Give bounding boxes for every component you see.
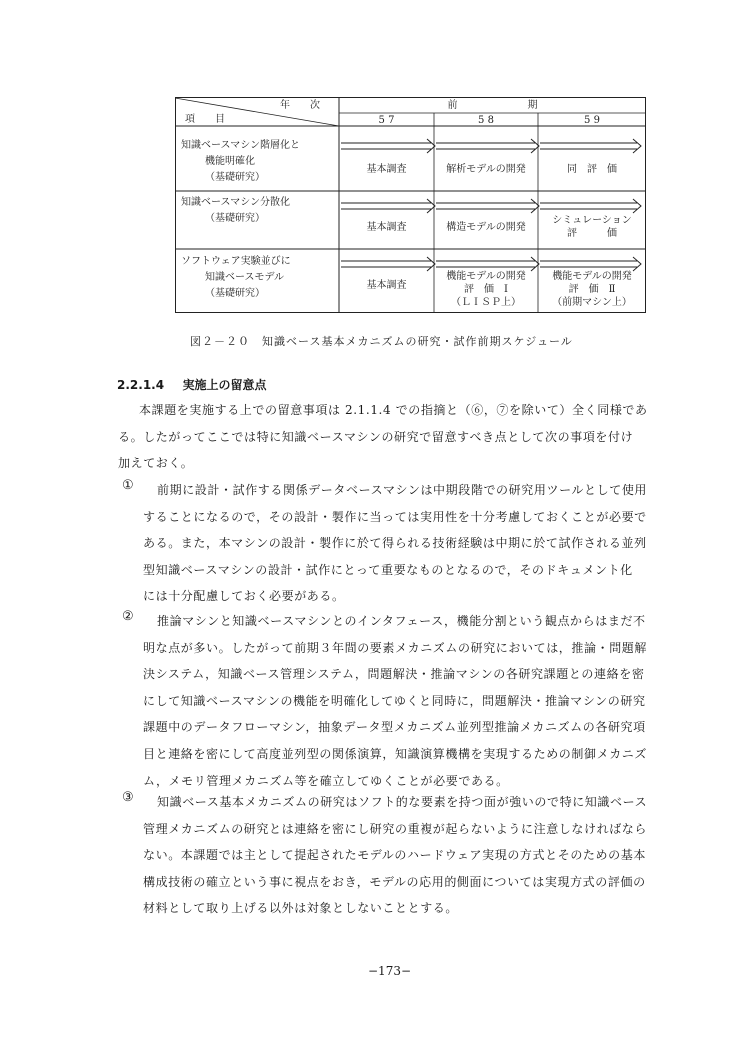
row3-item-line3: （基礎研究）: [205, 288, 265, 299]
row1-phase2: 解析モデルの開発: [446, 164, 526, 175]
page-number: −173−: [368, 964, 412, 978]
row1-phase3: 同 評 価: [567, 164, 617, 175]
item3-mark: ③: [122, 790, 134, 805]
item3-first-line: [157, 789, 647, 816]
row2-item-line2: （基礎研究）: [205, 213, 265, 224]
item2-line-1: 推論マシンと知識ベースマシンとのインタフェース，機能分割という観点からはまだ不: [157, 614, 646, 628]
row1-item-line3: （基礎研究）: [205, 172, 265, 183]
row2-phase1: 基本調査: [366, 222, 407, 233]
item2-mark: ②: [122, 609, 134, 624]
header-year-58: 5 8: [478, 115, 494, 126]
header-year-57: 5 7: [378, 115, 395, 126]
item3-line-3: ない。本課題では主として提起されたモデルのハードウェア実現の方式とそのための基本: [143, 848, 646, 863]
row3-item-line2: 知識ベースモデル: [205, 272, 284, 283]
row1-item-line1: 知識ベースマシン階層化と: [181, 140, 301, 151]
row3-phase3: 機能モデルの開発 評 価 Ⅱ （前期マシン上）: [552, 271, 632, 308]
item1-first-line: [157, 477, 647, 504]
section-heading: [117, 376, 266, 393]
item1-paragraph: [143, 504, 647, 610]
item3-line-1: 知識ベース基本メカニズムの研究はソフト的な要素を持つ面が強いので特に知識ベース: [157, 795, 648, 809]
intro-paragraph-cont: [118, 424, 633, 477]
row1-phase1: 基本調査: [366, 164, 407, 175]
row3-phase1: 基本調査: [366, 280, 407, 291]
header-period-label: 前 期: [447, 100, 538, 111]
item2-paragraph: [143, 635, 647, 795]
row2-item-line1: 知識ベースマシン分散化: [181, 197, 291, 208]
item2-line-5: 課題中のデータフローマシン，抽象データ型メカニズム並列型推論メカニズムの各研究項: [143, 720, 646, 735]
section-number: 2.2.1.4: [117, 378, 165, 392]
intro-line-3: 加えておく。: [118, 456, 194, 471]
item1-line-3: ある。また，本マシンの設計・製作に於て得られる技術経験は中期に於て試作される並列: [143, 536, 647, 551]
schedule-table: [175, 97, 646, 313]
item2-line-7: ム，メモリ管理メカニズム等を確立してゆくことが必要である。: [143, 773, 509, 788]
item3-line-5: 材料として取り上げる以外は対象としないこととする。: [143, 901, 459, 916]
item2-line-2: 明な点が多い。したがって前期３年間の要素メカニズムの研究においては，推論・問題解: [143, 640, 648, 655]
item1-mark: ①: [122, 478, 134, 493]
item3-line-2: 管理メカニズムの研究とは連絡を密にし研究の重複が起らないように注意しなければなら: [143, 821, 648, 836]
row1-item-line2: 機能明確化: [205, 156, 255, 167]
header-year-59: 5 9: [584, 115, 600, 126]
figure-caption: 図２－２０ 知識ベース基本メカニズムの研究・試作前期スケジュール: [190, 335, 573, 348]
row3-item-line1: ソフトウェア実験並びに: [181, 256, 291, 267]
section-title: 実施上の留意点: [182, 378, 267, 392]
item2-line-3: 決システム，知識ベース管理システム，問題解決・推論マシンの各研究課題との連絡を密: [143, 667, 645, 682]
row3-phase2: 機能モデルの開発 評 価 Ⅰ （ＬＩＳＰ上）: [446, 271, 526, 308]
header-item-label: 項 目: [185, 114, 225, 125]
item1-line-4: 型知識ベースマシンの設計・試作にとって重要なものとなるので，そのドキュメント化: [143, 562, 633, 577]
item3-paragraph: [143, 816, 647, 922]
header-year-label: 年 次: [280, 100, 320, 111]
row2-phase2: 構造モデルの開発: [446, 222, 526, 233]
intro-line-2: る。したがってここでは特に知識ベースマシンの研究で留意すべき点として次の事項を付け: [118, 429, 634, 444]
item2-first-line: [157, 608, 646, 635]
item1-line-1: 前期に設計・試作する関係データベースマシンは中期段階での研究用ツールとして使用: [157, 483, 648, 497]
item1-line-5: には十分配慮しておく必要がある。: [143, 589, 345, 604]
item3-line-4: 構成技術の確立という事に視点をおき，モデルの応用的側面については実現方式の評価の: [143, 874, 646, 889]
item2-line-4: にして知識ベースマシンの機能を明確化してゆくと同時に，問題解決・推論マシンの研究: [143, 693, 646, 708]
row2-phase3: シミュレーション 評 価: [552, 215, 632, 239]
intro-paragraph: [139, 397, 648, 424]
item1-line-2: することになるので，その設計・製作に当っては実用性を十分考慮しておくことが必要で: [143, 509, 647, 524]
item2-line-6: 目と連絡を密にして高度並列型の関係演算，知識演算機構を実現するための制御メカニズ: [143, 746, 648, 761]
intro-line-1: 本課題を実施する上での留意事項は 2.1.1.4 での指摘と（⑥，⑦を除いて）全く同様であ: [139, 403, 648, 417]
